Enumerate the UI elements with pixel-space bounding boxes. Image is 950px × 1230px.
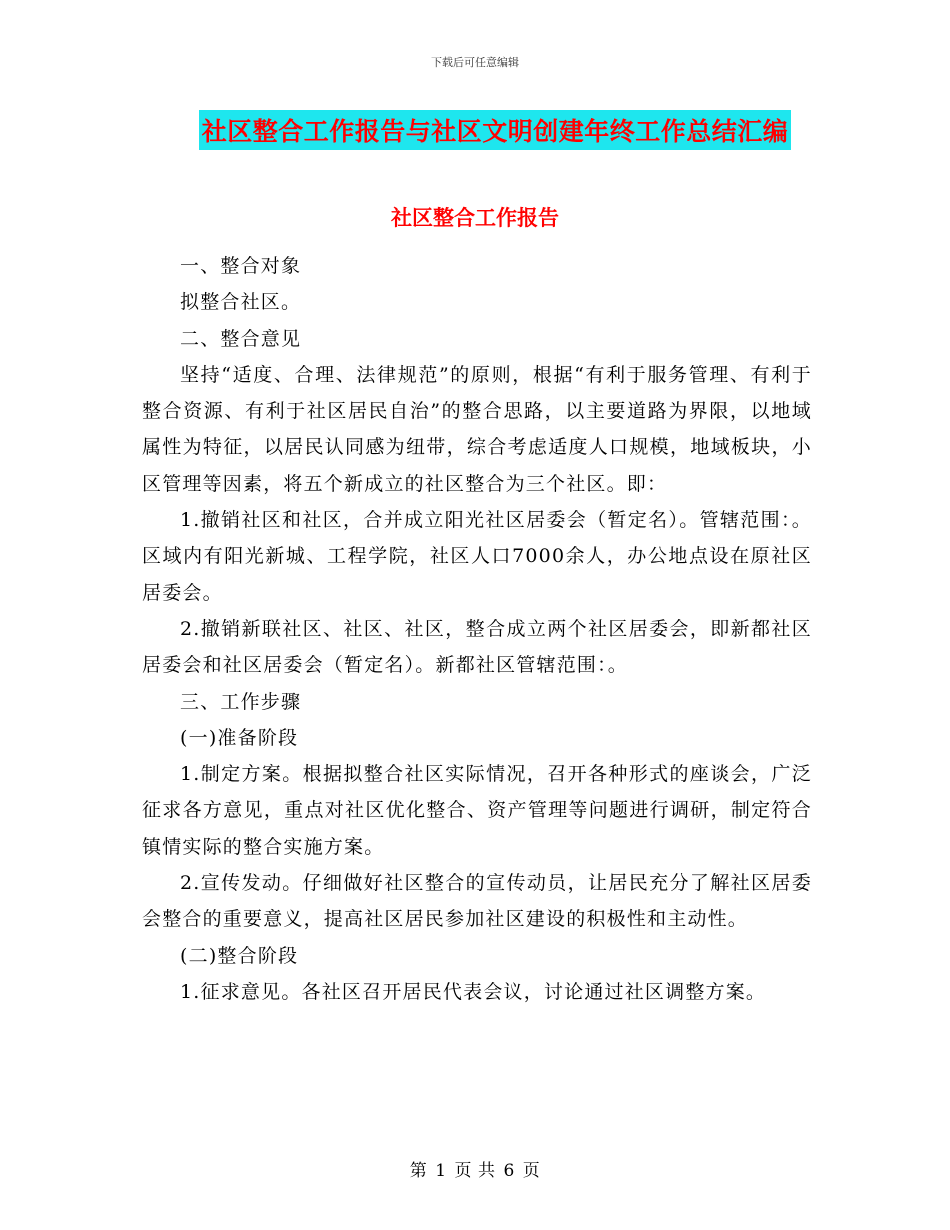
- paragraph: 2.撤销新联社区、社区、社区，整合成立两个社区居委会，即新都社区居委会和社区居委会（暂定名）。新都社区管辖范围：。: [142, 617, 812, 677]
- page-footer: [0, 1156, 950, 1181]
- paragraph: (二)整合阶段: [180, 944, 299, 967]
- page-label-suffix: 页: [522, 1161, 541, 1181]
- paragraph: 拟整合社区。: [180, 291, 302, 314]
- document-body: [142, 248, 812, 1010]
- paragraph: 一、整合对象: [180, 255, 302, 277]
- page-label-mid: 页 共: [454, 1161, 496, 1181]
- paragraph: 1.制定方案。根据拟整合社区实际情况，召开各种形式的座谈会，广泛征求各方意见，重点对社区优化整合、资产管理等问题进行调研，制定符合镇情实际的整合实施方案。: [142, 763, 812, 858]
- paragraph: 坚持“适度、合理、法律规范”的原则，根据“有利于服务管理、有利于整合资源、有利于社区居民自治”的整合思路，以主要道路为界限，以地域属性为特征，以居民认同感为纽带，综合考虑适度人口规模，地域板块，小区管理等因素，将五个新成立的社区整合为三个社区。即：: [142, 363, 812, 495]
- paragraph: (一)准备阶段: [180, 726, 299, 749]
- paragraph: 1.撤销社区和社区，合并成立阳光社区居委会（暂定名）。管辖范围：。区域内有阳光新城、工程学院，社区人口7000余人，办公地点设在原社区居委会。: [142, 509, 812, 604]
- page-current: 1: [435, 1161, 447, 1181]
- section-title: 社区整合工作报告: [391, 205, 559, 230]
- page-total: 6: [503, 1161, 515, 1181]
- page-label-prefix: 第: [409, 1161, 428, 1181]
- paragraph: 三、工作步骤: [180, 690, 302, 713]
- paragraph: 二、整合意见: [180, 327, 302, 350]
- page-header-note: 下载后可任意编辑: [431, 56, 519, 69]
- document-title-block: [0, 110, 950, 150]
- paragraph: 1.征求意见。各社区召开居民代表会议，讨论通过社区调整方案。: [180, 980, 767, 1003]
- paragraph: 2.宣传发动。仔细做好社区整合的宣传动员，让居民充分了解社区居委会整合的重要意义，提高社区居民参加社区建设的积极性和主动性。: [142, 872, 812, 931]
- document-title: 社区整合工作报告与社区文明创建年终工作总结汇编: [199, 110, 792, 150]
